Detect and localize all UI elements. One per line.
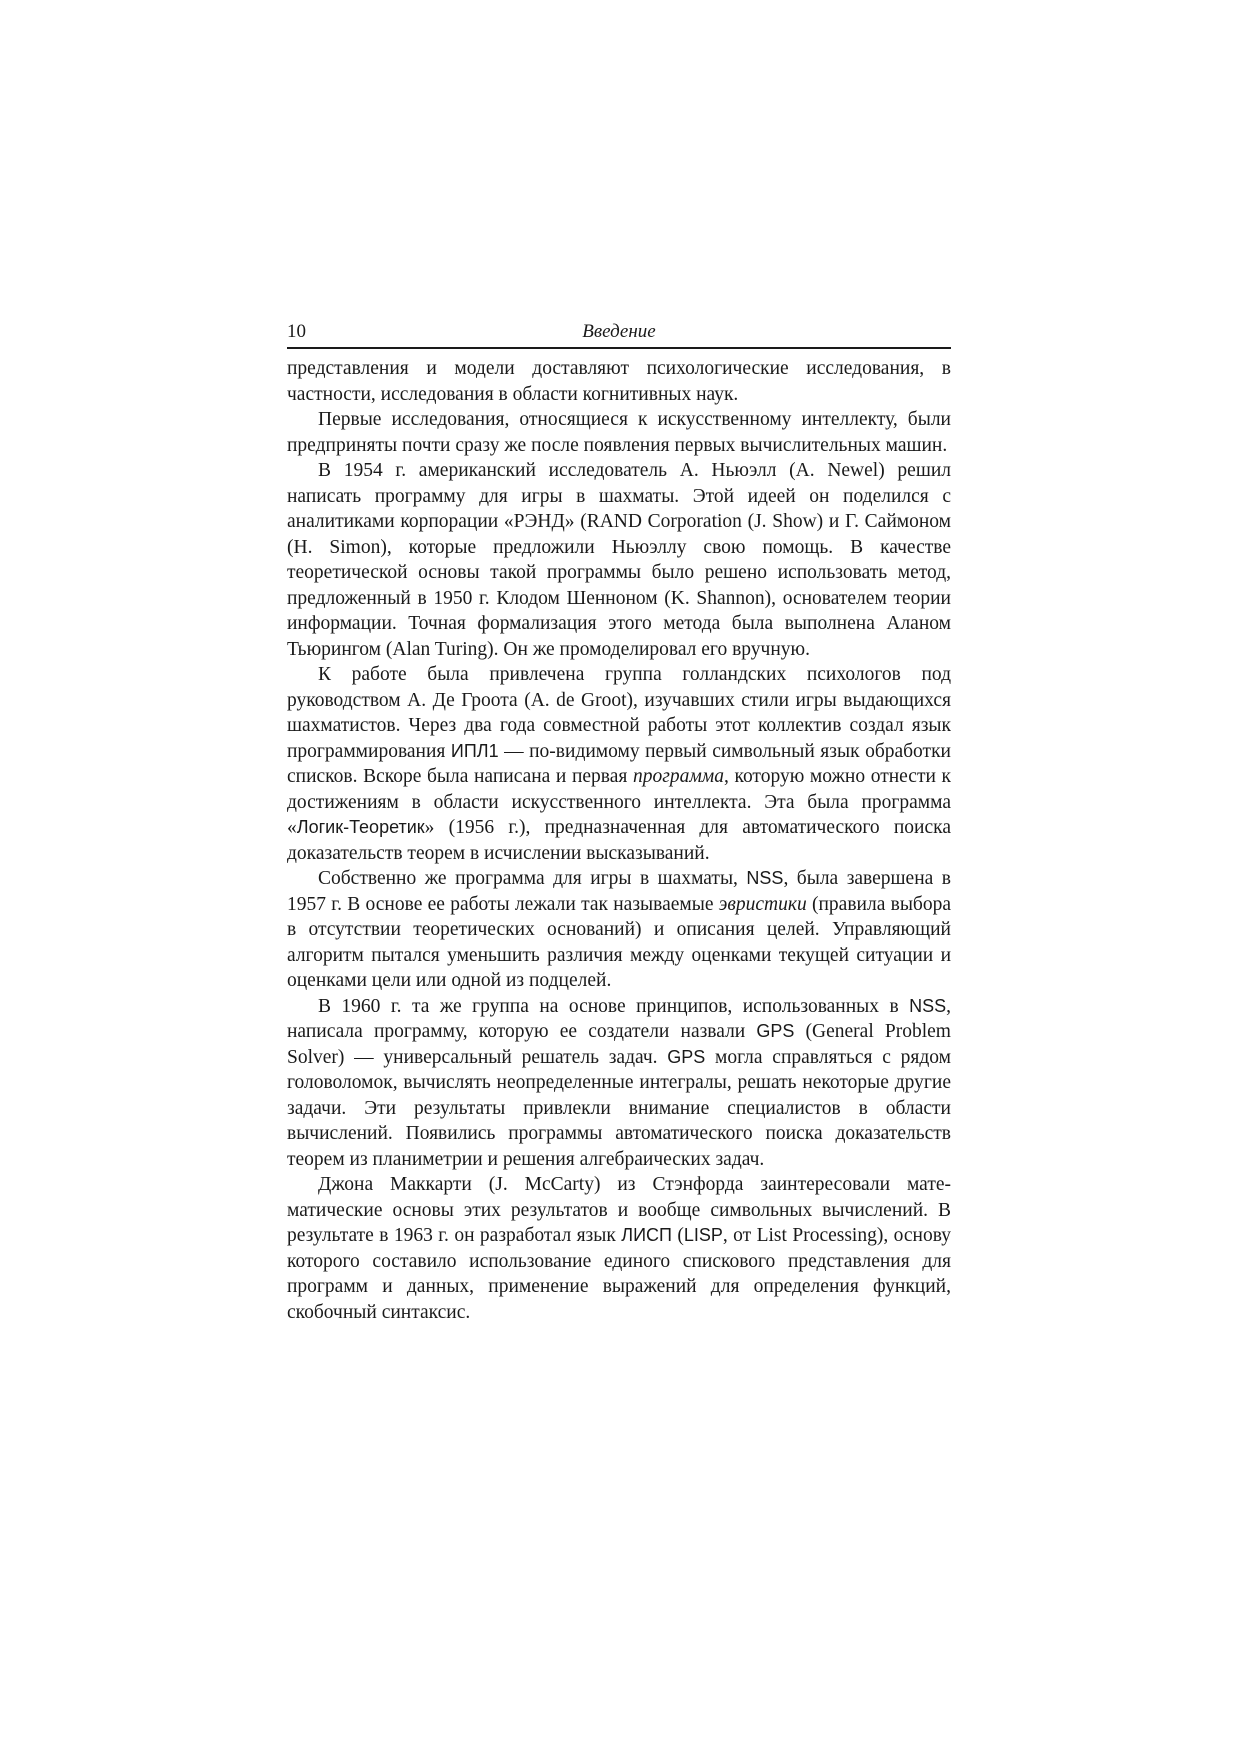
paragraph-1 <box>287 356 951 407</box>
term-programma: программа <box>632 766 724 787</box>
paragraph-text: , была завершена в 1957 г. В основе ее работы лежали так называемые <box>287 868 951 915</box>
running-head <box>287 317 951 349</box>
paragraph-text: , написала программу, которую ее создатели назвали <box>287 995 951 1042</box>
term-nss: NSS <box>746 868 784 888</box>
paragraph-2 <box>287 407 951 458</box>
paragraph-4 <box>287 662 951 866</box>
paragraph-6 <box>287 994 951 1173</box>
term-lisp-ru: ЛИСП <box>621 1225 672 1245</box>
paragraph-7 <box>287 1172 951 1325</box>
term-lisp: LISP <box>683 1225 723 1245</box>
term-logik-teoretik: Логик-Теоретик <box>296 817 425 837</box>
paragraph-text: могла справляться с рядом головоломок, вычислять неопределенные интегралы, решать некоторые другие задачи. Эти результаты привлекли внимание специалистов в области вычислений. Появились программы автоматического поиска доказательств теорем из планиметрии и решения алгебраических задач. <box>287 1046 951 1170</box>
term-nss: NSS <box>909 995 947 1016</box>
term-gps: GPS <box>667 1046 706 1067</box>
paragraph-text: В 1960 г. та же группа на основе принципов, использованных в <box>318 995 910 1017</box>
paragraph-text: представления и модели доставляют психологические исследования, в частности, исследования в области когнитивных наук. <box>287 358 951 405</box>
paragraph-3 <box>287 458 951 662</box>
page-number: 10 <box>287 321 306 342</box>
term-evristiki: эвристики <box>718 893 807 915</box>
paragraph-text: В 1954 г. американский исследователь А. Ньюэлл (A. Newel) решил написать программу для игры в шахматы. Этой идеей он поделился с аналитиками корпорации «РЭНД» (RAND Corporation (J. Show) и Г. Саймоном (H. Simon), которые предложили Ньюэллу свою помощь. В качестве теоретической основы такой программы было решено использовать метод, предложенный в 1950 г. Клодом Шенноном (K. Shannon), основателем теории информации. Точная формализация этого метода была выполнена Аланом Тьюрингом (Alan Turing). Он же промоделировал его вручную. <box>287 460 951 660</box>
paragraph-text: (правила выбора в отсутствии теоретических оснований) и описания целей. Управляющий алгоритм пытался уменьшить различия между оценками текущей ситуации и оценками цели или одной из подцелей. <box>287 893 952 991</box>
book-page <box>287 317 951 1325</box>
paragraph-5 <box>287 866 951 994</box>
paragraph-text: Собственно же программа для игры в шахматы, <box>318 868 747 889</box>
paragraph-text: (General Problem Solver) — универсальный решатель задач. <box>287 1021 951 1068</box>
paragraph-text: К работе была привлечена группа голландских психологов под руководством А. Де Гроота (A. de Groot), изучавших стили игры выдающихся шахматистов. Через два года совместной работы этот коллектив создал язык программирования <box>287 664 951 762</box>
paragraph-text: » (1956 г.), предназначенная для автоматического поиска доказательств теорем в исчислении высказываний. <box>287 817 951 864</box>
paragraph-text: , которую можно отнести к достижениям в области искусственного интеллекта. Эта была программа « <box>287 766 951 838</box>
paragraph-text: ( <box>671 1225 684 1246</box>
paragraph-text: Первые исследования, относящиеся к искусственному интеллекту, были предприняты почти сразу же после появления первых вычислительных машин. <box>287 409 951 456</box>
term-ipl1: ИПЛ1 <box>450 740 499 761</box>
section-title: Введение <box>582 321 656 342</box>
paragraph-text: — по-видимому первый символьный язык обработки списков. Вскоре была написана и первая <box>287 740 951 787</box>
paragraph-text: Джона Маккарти (J. McCarty) из Стэнфорда заинтересовали математические основы этих результатов и вообще символьных вычислений. В результате в 1963 г. он разработал язык <box>287 1174 951 1246</box>
term-gps: GPS <box>756 1021 795 1041</box>
body-text <box>287 356 951 1325</box>
paragraph-text: , от List Processing), основу которого составило использование единого спискового представления для программ и данных, применение выражений для определения функций, скобочный синтаксис. <box>287 1225 951 1323</box>
